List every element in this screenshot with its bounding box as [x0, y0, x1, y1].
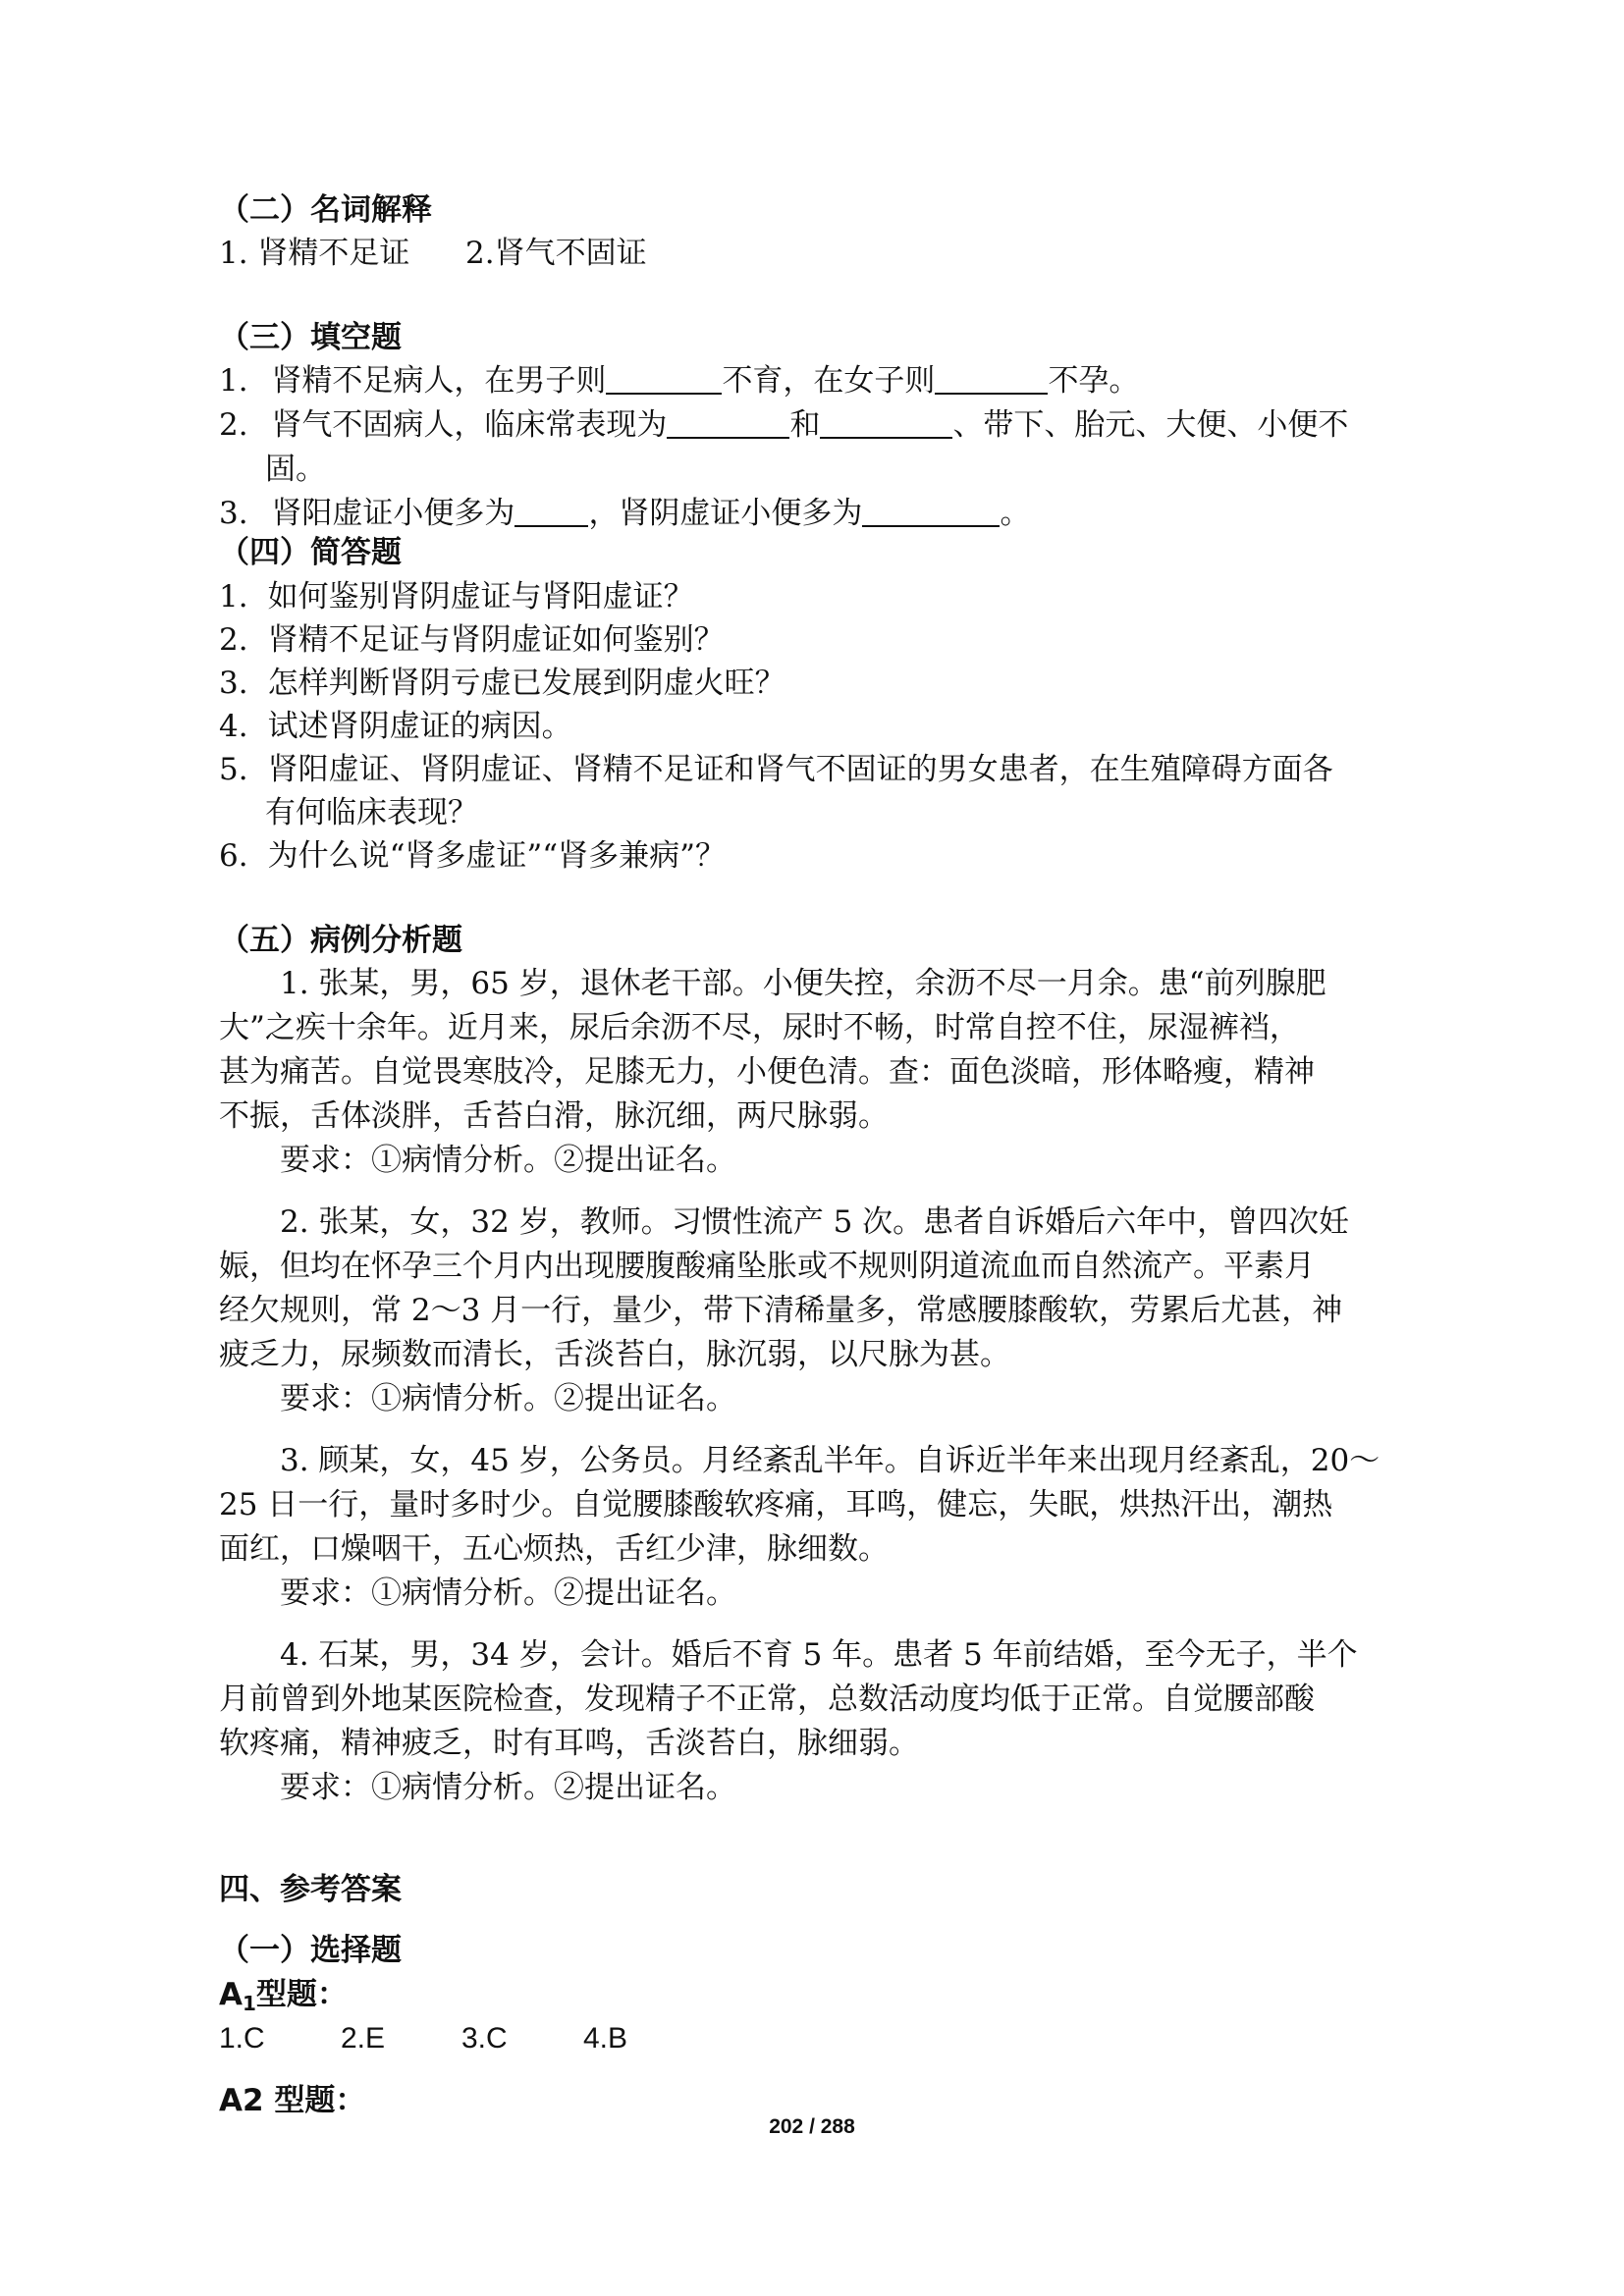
fill-text: 肾精不足病人，在男子则: [271, 363, 607, 399]
case-1-requirement: 要求：①病情分析。②提出证名。: [280, 1143, 736, 1178]
short-question-3: [219, 662, 785, 705]
case-2-requirement: 要求：①病情分析。②提出证名。: [280, 1381, 736, 1416]
blank-line: [606, 363, 722, 395]
case-3-line: 3. 顾某，女，45 岁，公务员。月经紊乱半年。自诉近半年来出现月经紊乱，20～: [280, 1443, 1380, 1478]
noun-item-1: 1. 肾精不足证: [219, 236, 410, 271]
section-title-short-answer: （四）简答题: [219, 535, 402, 570]
question-text: 试述肾阴虚证的病因。: [267, 709, 572, 744]
question-text: 肾阳虚证、肾阴虚证、肾精不足证和肾气不固证的男女患者，在生殖障碍方面各: [267, 752, 1333, 787]
fill-question-2-cont: 固。: [265, 452, 326, 487]
a1-answer-2: 2.E: [341, 2022, 386, 2055]
section-title-fill-blank: （三）填空题: [219, 320, 402, 355]
fill-text: ，肾阴虚证小便多为: [588, 496, 863, 531]
blank-line: [862, 496, 1000, 527]
section-title-noun-explanation: （二）名词解释: [219, 192, 432, 228]
question-text: 如何鉴别肾阴虚证与肾阳虚证？: [267, 579, 694, 614]
short-question-4: [219, 705, 572, 748]
fill-text: 、带下、胎元、大便、小便不: [952, 407, 1349, 443]
fill-text: 肾气不固病人，临床常表现为: [271, 407, 668, 443]
fill-text: 。: [1000, 496, 1031, 531]
question-number: 1.: [219, 579, 248, 614]
fill-text: 肾阳虚证小便多为: [271, 496, 515, 531]
question-number: 2.: [219, 622, 248, 658]
answers-title: 四、参考答案: [219, 1872, 402, 1907]
fill-question-2: [219, 403, 1348, 447]
question-number: 3.: [219, 496, 248, 531]
fill-text: 不育，在女子则: [722, 363, 936, 399]
short-question-5: [219, 748, 1333, 791]
short-question-6: [219, 834, 726, 878]
case-4-requirement: 要求：①病情分析。②提出证名。: [280, 1770, 736, 1805]
case-2-line: 娠，但均在怀孕三个月内出现腰腹酸痛坠胀或不规则阴道流血而自然流产。平素月: [219, 1249, 1315, 1284]
section-title-case-analysis: （五）病例分析题: [219, 923, 462, 958]
short-question-2: [219, 618, 725, 662]
question-number: 5.: [219, 752, 248, 787]
blank-line: [667, 407, 789, 439]
question-number: 4.: [219, 709, 248, 744]
case-2-line: 2. 张某，女，32 岁，教师。习惯性流产 5 次。患者自诉婚后六年中，曾四次妊: [280, 1204, 1350, 1240]
short-question-1: [219, 575, 694, 618]
answers-sub-choice: （一）选择题: [219, 1933, 402, 1968]
question-number: 2.: [219, 407, 248, 443]
fill-question-1: [219, 359, 1139, 402]
case-3-requirement: 要求：①病情分析。②提出证名。: [280, 1575, 736, 1611]
fill-text: 和: [789, 407, 821, 443]
case-3-line: 25 日一行，量时多时少。自觉腰膝酸软疼痛，耳鸣，健忘，失眠，烘热汗出，潮热: [219, 1487, 1333, 1522]
case-1-line: 不振，舌体淡胖，舌苔白滑，脉沉细，两尺脉弱。: [219, 1098, 889, 1134]
short-question-5-cont: 有何临床表现？: [265, 795, 478, 830]
case-3-line: 面红，口燥咽干，五心烦热，舌红少津，脉细数。: [219, 1531, 889, 1567]
a1-answer-4: 4.B: [583, 2022, 628, 2055]
blank-line: [935, 363, 1048, 395]
fill-question-3: [219, 492, 1030, 535]
noun-item-2: 2.肾气不固证: [465, 236, 647, 271]
case-2-line: 经欠规则，常 2～3 月一行，量少，带下清稀量多，常感腰膝酸软，劳累后尤甚，神: [219, 1293, 1343, 1328]
a1-answer-3: 3.C: [461, 2022, 508, 2055]
page-number: 202 / 288: [769, 2115, 855, 2138]
fill-text: 不孕。: [1048, 363, 1140, 399]
question-number: 3.: [219, 666, 248, 701]
question-number: 1.: [219, 363, 248, 399]
a1-answer-1: 1.C: [219, 2022, 265, 2055]
case-1-line: 甚为痛苦。自觉畏寒肢冷，足膝无力，小便色清。查：面色淡暗，形体略瘦，精神: [219, 1054, 1315, 1090]
case-4-line: 月前曾到外地某医院检查，发现精子不正常，总数活动度均低于正常。自觉腰部酸: [219, 1682, 1315, 1717]
case-4-line: 4. 石某，男，34 岁，会计。婚后不育 5 年。患者 5 年前结婚，至今无子，半个: [280, 1637, 1358, 1673]
a1-letter: A: [219, 1977, 243, 2012]
a1-suffix: 型题：: [255, 1977, 348, 2012]
case-2-line: 疲乏力，尿频数而清长，舌淡苔白，脉沉弱，以尺脉为甚。: [219, 1337, 1010, 1372]
a1-subscript: 1: [243, 1992, 256, 2015]
question-number: 6.: [219, 838, 248, 874]
blank-line: [514, 496, 588, 527]
question-text: 怎样判断肾阴亏虚已发展到阴虚火旺？: [267, 666, 785, 701]
case-1-line: 大”之疾十余年。近月来，尿后余沥不尽，尿时不畅，时常自控不住，尿湿裤裆，: [219, 1010, 1300, 1045]
question-text: 为什么说“肾多虚证”“肾多兼病”？: [267, 838, 726, 874]
question-text: 肾精不足证与肾阴虚证如何鉴别？: [267, 622, 725, 658]
blank-line: [820, 407, 952, 439]
case-1-line: 1. 张某，男，65 岁，退休老干部。小便失控，余沥不尽一月余。患“前列腺肥: [280, 966, 1326, 1001]
a2-type-label: A2 型题：: [219, 2083, 366, 2118]
case-4-line: 软疼痛，精神疲乏，时有耳鸣，舌淡苔白，脉细弱。: [219, 1726, 919, 1761]
